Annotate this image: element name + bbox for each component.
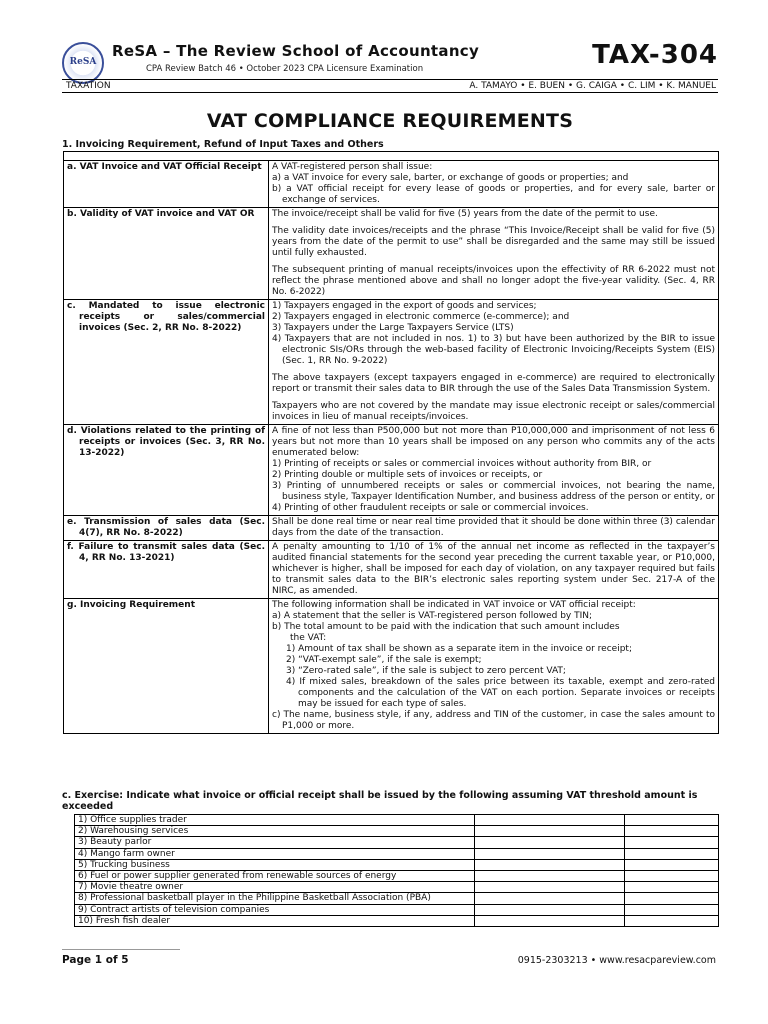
list-item: 3) Taxpayers under the Large Taxpayers Service (LTS) bbox=[272, 323, 514, 333]
row-text: Shall be done real time or near real time provided that it should be done within three (3) calendar days from the date of the transaction. bbox=[272, 517, 715, 538]
table-row bbox=[75, 848, 719, 859]
sub-item: 3) “Zero-rated sale”, if the sale is subject to zero percent VAT; bbox=[286, 666, 566, 676]
table-spacer-row bbox=[64, 152, 719, 161]
answer-cell[interactable] bbox=[625, 882, 719, 893]
answer-cell[interactable] bbox=[625, 837, 719, 848]
exercise-item: 10) Fresh fish dealer bbox=[75, 915, 475, 926]
school-name: ReSA – The Review School of Accountancy bbox=[112, 42, 480, 60]
exercise-table bbox=[74, 814, 719, 927]
table-row bbox=[75, 870, 719, 881]
table-row bbox=[75, 882, 719, 893]
answer-cell[interactable] bbox=[625, 893, 719, 904]
list-item: c) The name, business style, if any, address and TIN of the customer, in case the sales amount to P1,000 or more. bbox=[272, 710, 715, 731]
row-label: f. Failure to transmit sales data (Sec. 4, RR No. 13-2021) bbox=[67, 542, 265, 563]
row-label: e. Transmission of sales data (Sec. 4(7), RR No. 8-2022) bbox=[67, 517, 265, 538]
row-label: d. Violations related to the printing of receipts or invoices (Sec. 3, RR No. 13-2022) bbox=[67, 426, 265, 458]
row-text: The validity date invoices/receipts and the phrase “This Invoice/Receipt shall be valid for five (5) years from the date of the permit to use” shall be disregarded and the same may still be issued until fully exhausted. bbox=[272, 226, 715, 258]
list-item: 1) Taxpayers engaged in the export of goods and services; bbox=[272, 301, 537, 311]
row-text: The subsequent printing of manual receipts/invoices upon the effectivity of RR 6-2022 must not reflect the phrase mentioned above and shall no longer adopt the five-year validity. (Sec. 4, RR No. 6-2022) bbox=[272, 265, 715, 297]
contact-info: 0915-2303213 • www.resacpareview.com bbox=[517, 955, 716, 966]
exercise-item: 7) Movie theatre owner bbox=[75, 882, 475, 893]
answer-cell[interactable] bbox=[625, 915, 719, 926]
exercise-item: 9) Contract artists of television companies bbox=[75, 904, 475, 915]
row-text: The above taxpayers (except taxpayers engaged in e-commerce) are required to electronically report or transmit their sales data to BIR through the use of the Sales Data Transmission System. bbox=[272, 373, 715, 394]
answer-cell[interactable] bbox=[475, 815, 625, 826]
row-text: Taxpayers who are not covered by the mandate may issue electronic receipt or sales/commercial invoices in lieu of manual receipts/invoices. bbox=[272, 401, 715, 422]
table-row bbox=[64, 208, 719, 300]
sub-item: 4) If mixed sales, breakdown of the sales price between its taxable, exempt and zero-rated components and the calculation of the VAT on each portion. Separate invoices or receipts may be issued for each type of sales. bbox=[286, 677, 715, 709]
exercise-item: 3) Beauty parlor bbox=[75, 837, 475, 848]
answer-cell[interactable] bbox=[475, 893, 625, 904]
table-row bbox=[64, 425, 719, 516]
answer-cell[interactable] bbox=[625, 859, 719, 870]
exercise-item: 2) Warehousing services bbox=[75, 826, 475, 837]
table-row bbox=[64, 599, 719, 734]
table-row bbox=[64, 161, 719, 208]
list-item: the VAT: bbox=[290, 633, 327, 643]
sub-item: 1) Amount of tax shall be shown as a separate item in the invoice or receipt; bbox=[286, 644, 632, 654]
row-label: a. VAT Invoice and VAT Official Receipt bbox=[67, 162, 262, 172]
exercise-item: 4) Mango farm owner bbox=[75, 848, 475, 859]
subject-bar bbox=[62, 79, 718, 93]
table-row bbox=[75, 904, 719, 915]
answer-cell[interactable] bbox=[475, 848, 625, 859]
answer-cell[interactable] bbox=[475, 837, 625, 848]
page-number: Page 1 of 5 bbox=[62, 954, 129, 966]
table-row bbox=[75, 859, 719, 870]
answer-cell[interactable] bbox=[625, 826, 719, 837]
course-code: TAX-304 bbox=[592, 40, 718, 70]
page-title: VAT COMPLIANCE REQUIREMENTS bbox=[206, 110, 574, 132]
table-row bbox=[75, 826, 719, 837]
answer-cell[interactable] bbox=[475, 826, 625, 837]
row-label: b. Validity of VAT invoice and VAT OR bbox=[67, 209, 255, 219]
table-row bbox=[75, 837, 719, 848]
answer-cell[interactable] bbox=[475, 915, 625, 926]
row-text: A penalty amounting to 1/10 of 1% of the annual net income as reflected in the taxpayer’s audited financial statements for the second year preceding the current taxable year, or P10,000, whichever is higher, shall be imposed for each day of violation, on any taxpayer required but fails to transmit sales data to the BIR’s electronic sales reporting system under Sec. 217-A of the NIRC, as amended. bbox=[272, 542, 715, 596]
row-text: b) a VAT official receipt for every lease of goods or properties, and for every sale, barter or exchange of services. bbox=[272, 184, 715, 205]
row-text: The following information shall be indicated in VAT invoice or VAT official receipt: bbox=[272, 600, 636, 610]
list-item: a) A statement that the seller is VAT-registered person followed by TIN; bbox=[272, 611, 593, 621]
table-row bbox=[75, 815, 719, 826]
answer-cell[interactable] bbox=[625, 815, 719, 826]
row-text: A VAT-registered person shall issue: bbox=[272, 162, 433, 172]
exercise-item: 6) Fuel or power supplier generated from renewable sources of energy bbox=[75, 870, 475, 881]
answer-cell[interactable] bbox=[625, 870, 719, 881]
answer-cell[interactable] bbox=[625, 904, 719, 915]
list-item: 2) Taxpayers engaged in electronic commerce (e-commerce); and bbox=[272, 312, 570, 322]
row-label: g. Invoicing Requirement bbox=[67, 600, 195, 610]
exercise-prompt: c. Exercise: Indicate what invoice or official receipt shall be issued by the following assuming VAT threshold amount is exceeded bbox=[62, 790, 698, 812]
list-item: 3) Printing of unnumbered receipts or sales or commercial invoices, not bearing the name, business style, Taxpayer Identification Number, and business address of the person or entity, or bbox=[272, 481, 715, 502]
subject-label: TAXATION bbox=[66, 81, 111, 91]
authors-label: A. TAMAYO • E. BUEN • G. CAIGA • C. LIM • K. MANUEL bbox=[469, 81, 716, 91]
resa-logo-icon: ReSA bbox=[62, 42, 104, 84]
footer-divider bbox=[62, 949, 180, 950]
list-item: 1) Printing of receipts or sales or commercial invoices without authority from BIR, or bbox=[272, 459, 652, 469]
answer-cell[interactable] bbox=[475, 882, 625, 893]
exercise-item: 1) Office supplies trader bbox=[75, 815, 475, 826]
table-row bbox=[64, 516, 719, 541]
exercise-item: 5) Trucking business bbox=[75, 859, 475, 870]
sub-item: 2) “VAT-exempt sale”, if the sale is exempt; bbox=[286, 655, 482, 665]
answer-cell[interactable] bbox=[475, 904, 625, 915]
answer-cell[interactable] bbox=[625, 848, 719, 859]
answer-cell[interactable] bbox=[475, 859, 625, 870]
row-text: The invoice/receipt shall be valid for five (5) years from the date of the permit to use. bbox=[272, 209, 658, 219]
table-row bbox=[75, 915, 719, 926]
list-item: 2) Printing double or multiple sets of invoices or receipts, or bbox=[272, 470, 543, 480]
row-label: c. Mandated to issue electronic receipts or sales/commercial invoices (Sec. 2, RR No. 8-2022) bbox=[67, 301, 265, 333]
batch-line: CPA Review Batch 46 • October 2023 CPA Licensure Examination bbox=[146, 64, 424, 74]
table-row bbox=[64, 300, 719, 425]
table-row bbox=[64, 541, 719, 599]
list-item: b) The total amount to be paid with the indication that such amount includes bbox=[272, 622, 620, 632]
row-text: a) a VAT invoice for every sale, barter, or exchange of goods or properties; and bbox=[272, 173, 629, 183]
row-text: A fine of not less than P500,000 but not more than P10,000,000 and imprisonment of not less 6 years but not more than 10 years shall be imposed on any person who commits any of the acts enumerated below: bbox=[272, 426, 715, 458]
exercise-item: 8) Professional basketball player in the Philippine Basketball Association (PBA) bbox=[75, 893, 475, 904]
requirements-table bbox=[63, 151, 719, 734]
list-item: 4) Printing of other fraudulent receipts or sale or commercial invoices. bbox=[272, 503, 589, 513]
answer-cell[interactable] bbox=[475, 870, 625, 881]
list-item: 4) Taxpayers that are not included in nos. 1) to 3) but have been authorized by the BIR to issue electronic SIs/ORs through the web-based facility of Electronic Invoicing/Receipts System (EIS) (Sec. 1, RR No. 9-2022) bbox=[272, 334, 715, 366]
section-heading: 1. Invoicing Requirement, Refund of Input Taxes and Others bbox=[62, 139, 384, 150]
table-row bbox=[75, 893, 719, 904]
